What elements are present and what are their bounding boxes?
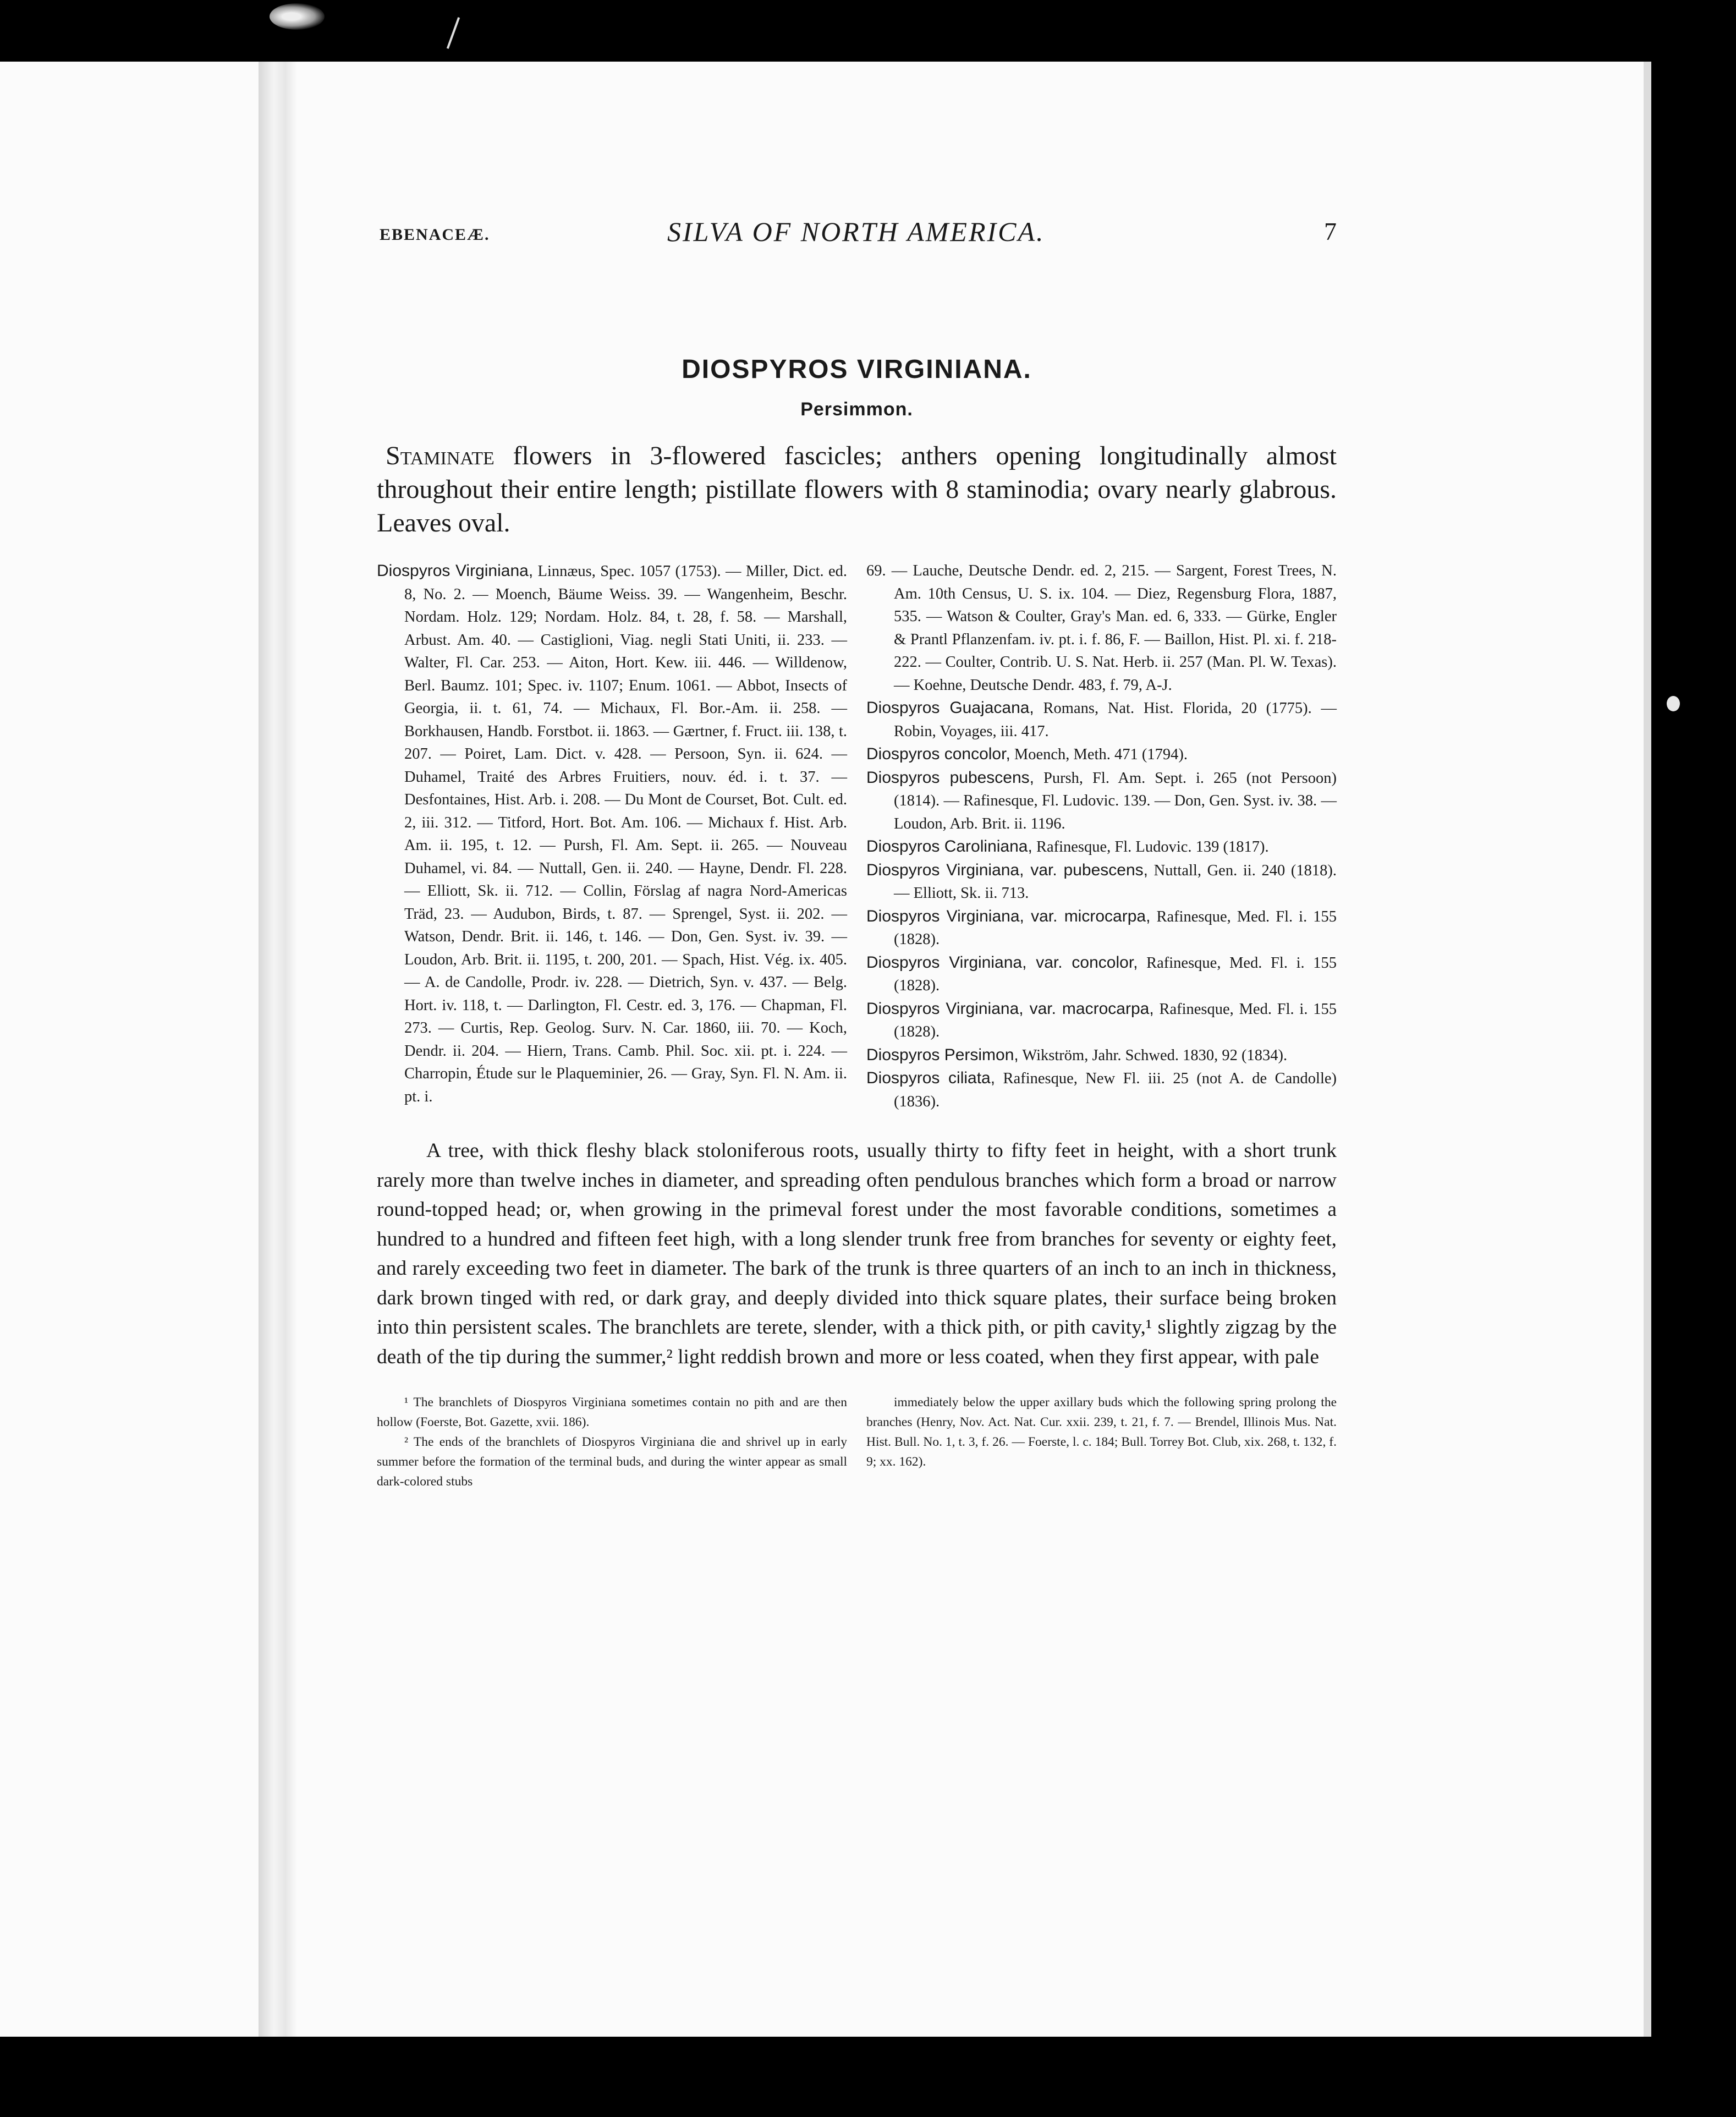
footnotes (377, 1392, 1337, 1491)
synonym-name: Diospyros Caroliniana, (866, 837, 1032, 855)
common-name: Persimmon. (800, 399, 913, 420)
synonymy-right-column (866, 560, 1337, 1113)
synonym-citations: Rafinesque, Med. Fl. i. 155 (1828). (894, 908, 1337, 948)
synonym-name: Diospyros ciliata, (866, 1069, 996, 1087)
synonym-entry (866, 766, 1337, 836)
synonym-entry (866, 560, 1337, 696)
species-title: DIOSPYROS VIRGINIANA. (682, 355, 1032, 384)
running-head-title: SILVA OF NORTH AMERICA. (667, 216, 1045, 247)
synonymy (377, 560, 1337, 1113)
synonym-name: Diospyros Virginiana, var. macrocarpa, (866, 999, 1154, 1018)
scan-blot (270, 3, 325, 30)
synonym-name: Diospyros Guajacana, (866, 699, 1034, 717)
diagnosis-lead: Staminate (386, 441, 495, 470)
synonym-citations: Rafinesque, New Fl. iii. 25 (not A. de Candolle) (1836). (894, 1070, 1337, 1110)
footnotes-right-column (866, 1392, 1337, 1491)
description-paragraph: A tree, with thick fleshy black stoloniferous roots, usually thirty to fifty feet in height, with a short trunk rarely more than twelve inches in diameter, and spreading often pendulous branches which form a broad or narrow round-topped head; or, when growing in the primeval forest under the most favorable conditions, sometimes a hundred to a hundred and fifteen feet high, with a long slender trunk free from branches for seventy or eighty feet, and rarely exceeding two feet in diameter. The bark of the trunk is three quarters of an inch to an inch in thickness, dark brown tinged with red, or dark gray, and deeply divided into thick square plates, their surface being broken into thin persistent scales. The branchlets are terete, slender, with a thick pith, or pith cavity,¹ slightly zigzag by the death of the tip during the summer,² light reddish brown and more or less coated, when they first appear, with pale (377, 1139, 1337, 1368)
synonym-entry (866, 696, 1337, 743)
running-head-family: EBENACEÆ. (380, 226, 490, 244)
synonym-entry (866, 951, 1337, 997)
synonym-name: Diospyros Virginiana, (377, 562, 534, 580)
synonym-entry (866, 835, 1337, 859)
synonym-entry (377, 560, 847, 1108)
synonymy-left-column (377, 560, 847, 1113)
footnote: immediately below the upper axillary buds which the following spring prolong the branches (Henry, Nov. Act. Nat. Cur. xxii. 239, t. 21, f. 7. — Brendel, Illinois Mus. Nat. Hist. Bull. No. 1, t. 3, f. 26. — Foerste, l. c. 184; Bull. Torrey Bot. Club, xix. 268, t. 132, f. 9; xx. 162). (866, 1395, 1337, 1469)
synonym-name: Diospyros Virginiana, var. pubescens, (866, 860, 1148, 879)
synonym-name: Diospyros Persimon, (866, 1045, 1019, 1064)
synonym-entry (866, 743, 1337, 766)
synonym-citations: Linnæus, Spec. 1057 (1753). — Miller, Dict. ed. 8, No. 2. — Moench, Bäume Weiss. 39. — Wangenheim, Beschr. Nordam. Holz. 129; Nordam. Holz. 84, t. 28, f. 58. — Marshall, Arbust. Am. 40. — Castiglioni, Viag. negli Stati Uniti, ii. 233. — Walter, Fl. Car. 253. — Aiton, Hort. Kew. iii. 446. — Willdenow, Berl. Baumz. 101; Spec. iv. 1107; Enum. 1061. — Abbot, Insects of Georgia, ii. t. 61, 74. — Michaux, Fl. Bor.-Am. ii. 258. — Borkhausen, Handb. Forstbot. ii. 1863. — Gærtner, f. Fruct. iii. 138, t. 207. — Poiret, Lam. Dict. v. 428. — Persoon, Syn. ii. 624. — Duhamel, Traité des Arbres Fruitiers, nouv. éd. i. t. 37. — Desfontaines, Hist. Arb. i. 208. — Du Mont de Courset, Bot. Cult. ed. 2, iii. 312. — Titford, Hort. Bot. Am. 106. — Michaux f. Hist. Arb. Am. ii. 195, t. 12. — Pursh, Fl. Am. Sept. ii. 265. — Nouveau Duhamel, vi. 84. — Nuttall, Gen. ii. 240. — Hayne, Dendr. Fl. 228. — Elliott, Sk. ii. 712. — Collin, Förslag af nagra Nord-Americas Träd, 23. — Audubon, Birds, t. 87. — Sprengel, Syst. ii. 202. — Watson, Dendr. Brit. ii. 146, t. 146. — Don, Gen. Syst. iv. 39. — Loudon, Arb. Brit. ii. 1195, t. 200, 201. — Spach, Hist. Vég. ix. 405. — A. de Candolle, Prodr. iv. 228. — Dietrich, Syn. v. 437. — Belg. Hort. iv. 118, t. — Darlington, Fl. Cestr. ed. 3, 176. — Chapman, Fl. 273. — Curtis, Rep. Geolog. Surv. N. Car. 1860, iii. 70. — Koch, Dendr. ii. 204. — Hiern, Trans. Camb. Phil. Soc. xii. pt. i. 224. — Charropin, Étude sur le Plaqueminier, 26. — Gray, Syn. Fl. N. Am. ii. pt. i. (404, 563, 848, 1105)
diagnosis-text: flowers in 3-flowered fascicles; anthers opening longitudinally almost throughout their entire length; pistillate flowers with 8 staminodia; ovary nearly glabrous. Leaves oval. (377, 441, 1337, 538)
synonym-citations: Pursh, Fl. Am. Sept. i. 265 (not Persoon) (1814). — Rafinesque, Fl. Ludovic. 139. — Don, Gen. Syst. iv. 38. — Loudon, Arb. Brit. ii. 1196. (894, 769, 1337, 832)
synonym-citations: Moench, Meth. 471 (1794). (1010, 746, 1188, 763)
synonym-entry (866, 905, 1337, 951)
running-head (377, 205, 1337, 254)
synonym-citations: Wikström, Jahr. Schwed. 1830, 92 (1834). (1018, 1046, 1288, 1064)
synonym-name: Diospyros Virginiana, var. concolor, (866, 953, 1138, 972)
page-content (377, 205, 1337, 1491)
synonym-citations: Nuttall, Gen. ii. 240 (1818). — Elliott, Sk. ii. 713. (894, 862, 1337, 902)
synonym-name: Diospyros pubescens, (866, 768, 1035, 787)
synonym-citations: Rafinesque, Fl. Ludovic. 139 (1817). (1032, 838, 1269, 855)
page-gutter-shadow (259, 62, 297, 2037)
footnote: ¹ The branchlets of Diospyros Virginiana sometimes contain no pith and are then hollow (Foerste, Bot. Gazette, xvii. 186). (377, 1395, 847, 1429)
page-right-edge (1644, 62, 1651, 2037)
synonym-entry (866, 859, 1337, 905)
synonym-citations: Rafinesque, Med. Fl. i. 155 (1828). (894, 1000, 1337, 1040)
footnotes-left-column (377, 1392, 847, 1491)
synonym-name: Diospyros concolor, (866, 745, 1010, 763)
footnote: ² The ends of the branchlets of Diospyros Virginiana die and shrivel up in early summer before the formation of the terminal buds, and during the winter appear as small dark-colored stubs (377, 1435, 847, 1489)
synonym-name: Diospyros Virginiana, var. microcarpa, (866, 907, 1151, 925)
page-number: 7 (1324, 217, 1337, 245)
diagnosis-paragraph (377, 439, 1337, 540)
synonym-entry (866, 1044, 1337, 1067)
scan-speck (1667, 696, 1680, 711)
synonym-entry (866, 1067, 1337, 1113)
synonym-entry (866, 997, 1337, 1044)
synonym-citations: 69. — Lauche, Deutsche Dendr. ed. 2, 215. — Sargent, Forest Trees, N. Am. 10th Census, U. S. ix. 104. — Diez, Regensburg Flora, 1887, 535. — Watson & Coulter, Gray's Man. ed. 6, 333. — Gürke, Engler & Prantl Pflanzenfam. iv. pt. i. f. 86, F. — Baillon, Hist. Pl. xi. f. 218-222. — Coulter, Contrib. U. S. Nat. Herb. ii. 257 (Man. Pl. W. Texas). — Koehne, Deutsche Dendr. 483, f. 79, A-J. (866, 562, 1337, 694)
synonym-citations: Romans, Nat. Hist. Florida, 20 (1775). — Robin, Voyages, iii. 417. (894, 700, 1337, 740)
scan-mark (447, 17, 460, 49)
synonym-citations: Rafinesque, Med. Fl. i. 155 (1828). (894, 954, 1337, 994)
